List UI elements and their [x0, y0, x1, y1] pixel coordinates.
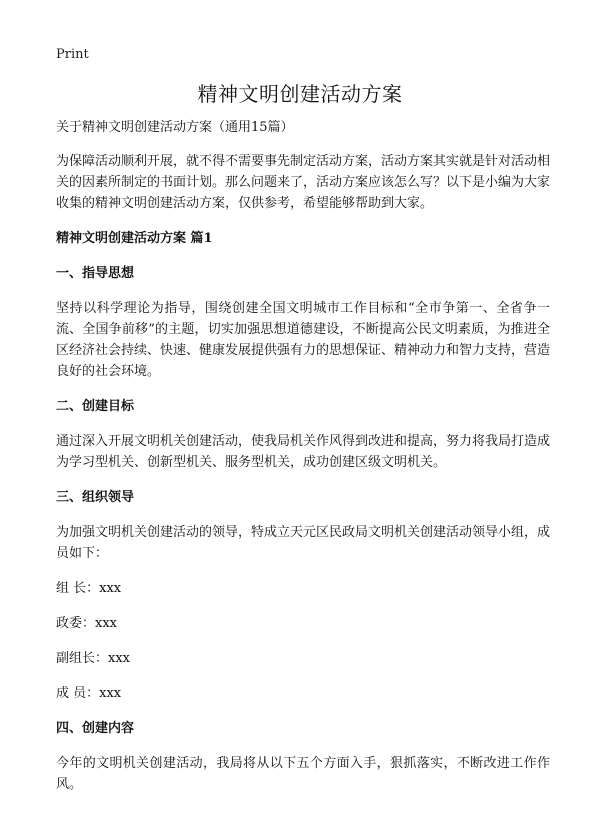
section-heading-leadership: 三、组织领导 — [56, 490, 135, 505]
member-deputy-leader: 副组长：xxx — [56, 651, 130, 666]
print-link[interactable]: Print — [56, 47, 89, 62]
section-heading-guiding-ideology: 一、指导思想 — [56, 266, 135, 281]
section-heading-content: 四、创建内容 — [56, 721, 135, 736]
article-heading: 精神文明创建活动方案 篇1 — [56, 231, 213, 246]
section-text-guiding-ideology: 坚持以科学理论为指导，围绕创建全国文明城市工作目标和“全市争第一、全省争一流、全国争前移”的主题，切实加强思想道德建设，不断提高公民文明素质，为推进全区经济社会持续、快速、健康发展提供强有力的思想保证、精神动力和智力支持，营造良好的社会环境。 — [56, 301, 551, 379]
section-heading-goal: 二、创建目标 — [56, 399, 135, 414]
section-text-leadership: 为加强文明机关创建活动的领导，特成立天元区民政局文明机关创建活动领导小组，成员如下： — [56, 525, 551, 561]
intro-paragraph: 为保障活动顺利开展，就不得不需要事先制定活动方案，活动方案其实就是针对活动相关的因素所制定的书面计划。那么问题来了，活动方案应该怎么写？以下是小编为大家收集的精神文明创建活动方案，仅供参考，希望能够帮助到大家。 — [56, 154, 551, 211]
document-subtitle: 关于精神文明创建活动方案（通用15篇） — [56, 120, 294, 135]
section-text-goal: 通过深入开展文明机关创建活动，使我局机关作风得到改进和提高，努力将我局打造成为学习型机关、创新型机关、服务型机关，成功创建区级文明机关。 — [56, 434, 551, 470]
member-commissar: 政委：xxx — [56, 616, 117, 631]
member-leader: 组 长：xxx — [56, 581, 122, 596]
page-title: 精神文明创建活动方案 — [197, 82, 403, 106]
member-staff: 成 员：xxx — [56, 686, 122, 701]
document-content — [56, 119, 550, 809]
section-text-content: 今年的文明机关创建活动，我局将从以下五个方面入手，狠抓落实，不断改进工作作风。 — [56, 756, 550, 792]
